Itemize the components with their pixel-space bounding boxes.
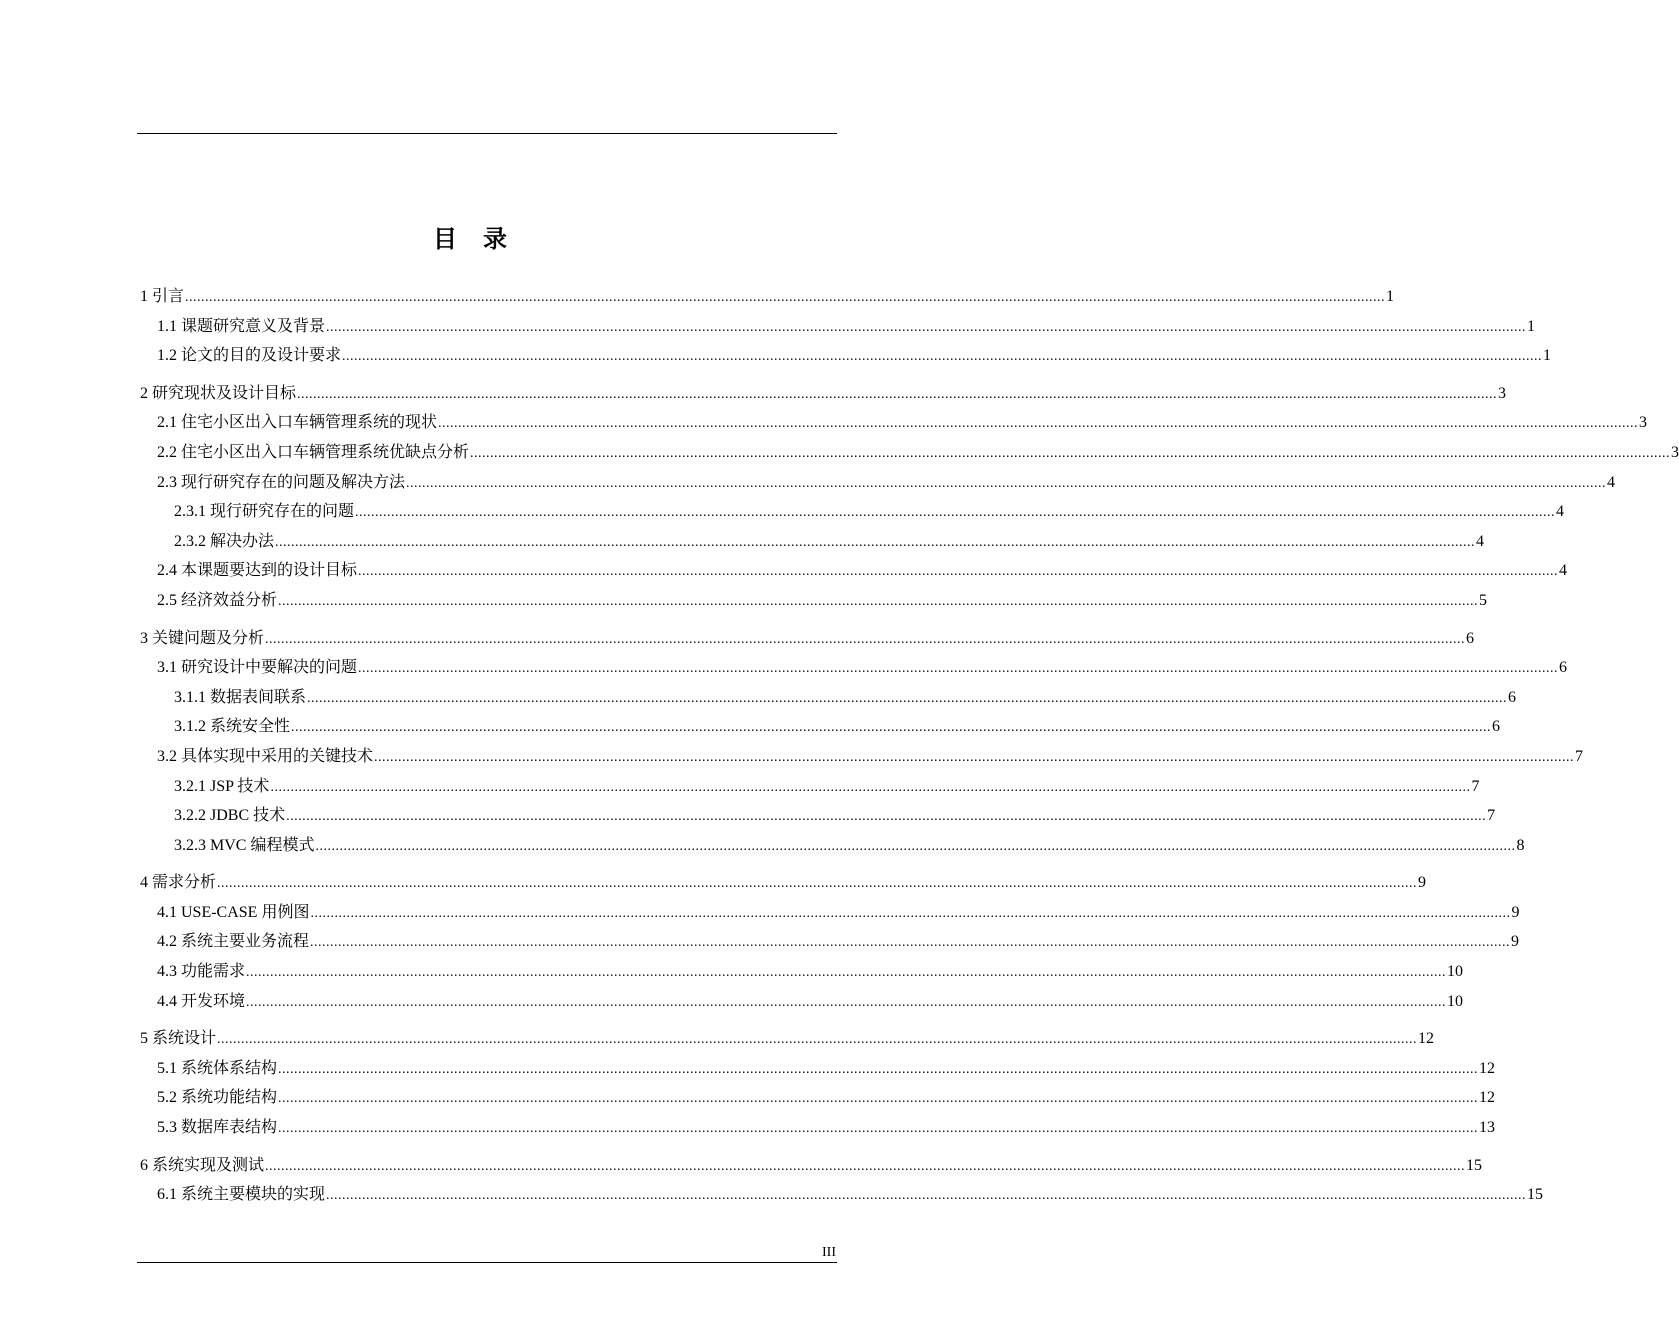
toc-entry-page: 9 (1511, 903, 1520, 921)
toc-dot-leader: ............................................................................................................................................................................................................................................................................................................ (307, 690, 1508, 706)
toc-entry-label: 1.1 课题研究意义及背景 (157, 317, 326, 335)
toc-entry-page: 12 (1418, 1030, 1435, 1048)
toc-group (140, 282, 1552, 371)
toc-group (140, 1151, 1544, 1210)
toc-dot-leader: ............................................................................................................................................................................................................................................................................................................ (217, 876, 1418, 892)
toc-entry[interactable] (140, 1083, 1496, 1113)
toc-entry[interactable] (140, 341, 1552, 371)
toc-entry-page: 15 (1466, 1156, 1483, 1174)
toc-entry[interactable] (140, 1151, 1483, 1181)
toc-dot-leader: ............................................................................................................................................................................................................................................................................................................ (185, 290, 1386, 305)
toc-group (140, 868, 1520, 1016)
toc-dot-leader: ............................................................................................................................................................................................................................................................................................................ (278, 1061, 1479, 1077)
toc-entry[interactable] (140, 468, 1616, 498)
header-rule (137, 133, 837, 134)
toc-entry[interactable] (140, 282, 1395, 312)
toc-entry[interactable] (140, 1024, 1435, 1054)
toc-entry-page: 4 (1559, 562, 1568, 580)
toc-entry[interactable] (140, 831, 1525, 861)
toc-entry-label: 6 系统实现及测试 (140, 1156, 265, 1174)
toc-entry-label: 4.3 功能需求 (157, 963, 246, 981)
toc-entry-label: 3.2 具体实现中采用的关键技术 (157, 747, 374, 765)
toc-dot-leader: ............................................................................................................................................................................................................................................................................................................ (358, 564, 1559, 580)
toc-entry-page: 15 (1527, 1186, 1544, 1204)
toc-entry[interactable] (140, 712, 1501, 742)
toc-entry-page: 10 (1447, 992, 1464, 1010)
toc-dot-leader: ............................................................................................................................................................................................................................................................................................................ (374, 749, 1575, 765)
toc-entry[interactable] (140, 772, 1480, 802)
toc-entry-page: 7 (1471, 777, 1480, 795)
toc-dot-leader: ............................................................................................................................................................................................................................................................................................................ (217, 1032, 1418, 1048)
toc-dot-leader: ............................................................................................................................................................................................................................................................................................................ (297, 386, 1498, 402)
toc-dot-leader: ............................................................................................................................................................................................................................................................................................................ (310, 905, 1511, 921)
toc-dot-leader: ............................................................................................................................................................................................................................................................................................................ (355, 505, 1556, 521)
toc-dot-leader: ............................................................................................................................................................................................................................................................................................................ (270, 779, 1471, 795)
toc-dot-leader: ............................................................................................................................................................................................................................................................................................................ (342, 349, 1543, 365)
toc-entry-label: 1.2 论文的目的及设计要求 (157, 347, 342, 365)
toc-entry[interactable] (140, 556, 1568, 586)
toc-dot-leader: ............................................................................................................................................................................................................................................................................................................ (406, 475, 1607, 491)
toc-entry-label: 1 引言 (140, 288, 185, 305)
toc-entry[interactable] (140, 868, 1427, 898)
toc-entry-label: 5.1 系统体系结构 (157, 1059, 278, 1077)
toc-entry-page: 1 (1386, 288, 1395, 305)
toc-dot-leader: ............................................................................................................................................................................................................................................................................................................ (278, 1121, 1479, 1137)
toc-entry-page: 13 (1479, 1119, 1496, 1137)
toc-entry[interactable] (140, 957, 1464, 987)
toc-entry[interactable] (140, 527, 1485, 557)
toc-entry[interactable] (140, 987, 1464, 1017)
toc-entry-page: 9 (1418, 874, 1427, 892)
toc-entry-label: 2.4 本课题要达到的设计目标 (157, 562, 358, 580)
toc-entry-label: 2.2 住宅小区出入口车辆管理系统优缺点分析 (157, 443, 470, 461)
toc-entry-page: 3 (1671, 443, 1679, 461)
toc-group (140, 624, 1584, 861)
toc-entry[interactable] (140, 312, 1536, 342)
toc-entry-label: 5 系统设计 (140, 1030, 217, 1048)
toc-group (140, 379, 1679, 616)
toc-entry-page: 6 (1559, 659, 1568, 677)
toc-group (140, 1024, 1496, 1142)
toc-dot-leader: ............................................................................................................................................................................................................................................................................................................ (286, 809, 1487, 825)
toc-entry-page: 7 (1575, 747, 1584, 765)
toc-entry-label: 3.2.1 JSP 技术 (174, 777, 270, 795)
toc-entry-page: 5 (1479, 591, 1488, 609)
toc-entry-page: 6 (1466, 629, 1475, 647)
toc-entry-label: 3.2.2 JDBC 技术 (174, 807, 286, 825)
toc-entry-label: 5.2 系统功能结构 (157, 1089, 278, 1107)
toc-dot-leader: ............................................................................................................................................................................................................................................................................................................ (438, 416, 1639, 432)
toc-dot-leader: ............................................................................................................................................................................................................................................................................................................ (265, 631, 1466, 647)
toc-entry-label: 3.2.3 MVC 编程模式 (174, 836, 315, 854)
toc-entry[interactable] (140, 497, 1565, 527)
toc-dot-leader: ............................................................................................................................................................................................................................................................................................................ (310, 935, 1511, 951)
toc-entry[interactable] (140, 1113, 1496, 1143)
toc-entry-label: 4.4 开发环境 (157, 992, 246, 1010)
toc-entry-label: 2.5 经济效益分析 (157, 591, 278, 609)
toc-entry-label: 6.1 系统主要模块的实现 (157, 1186, 326, 1204)
toc-entry-label: 3.1.2 系统安全性 (174, 718, 291, 736)
page-title: 目 录 (433, 227, 517, 253)
toc-dot-leader: ............................................................................................................................................................................................................................................................................................................ (326, 1188, 1527, 1204)
toc-entry[interactable] (140, 379, 1507, 409)
toc-entry-label: 2.1 住宅小区出入口车辆管理系统的现状 (157, 414, 438, 432)
toc-entry-label: 3.1.1 数据表间联系 (174, 688, 307, 706)
toc-dot-leader: ............................................................................................................................................................................................................................................................................................................ (265, 1158, 1466, 1174)
toc-entry[interactable] (140, 742, 1584, 772)
toc-entry-page: 1 (1527, 317, 1536, 335)
toc-entry[interactable] (140, 683, 1517, 713)
toc-entry-label: 4.2 系统主要业务流程 (157, 933, 310, 951)
toc-entry-page: 7 (1487, 807, 1496, 825)
table-of-contents (140, 282, 1679, 1218)
toc-entry-page: 1 (1543, 347, 1552, 365)
toc-dot-leader: ............................................................................................................................................................................................................................................................................................................ (326, 319, 1527, 335)
toc-entry-page: 9 (1511, 933, 1520, 951)
toc-entry-label: 2 研究现状及设计目标 (140, 384, 297, 402)
toc-dot-leader: ............................................................................................................................................................................................................................................................................................................ (246, 965, 1447, 981)
toc-entry-page: 4 (1556, 503, 1565, 521)
toc-entry[interactable] (140, 438, 1679, 468)
footer-page-number: III (822, 1245, 836, 1260)
toc-dot-leader: ............................................................................................................................................................................................................................................................................................................ (278, 593, 1479, 609)
footer-rule (137, 1262, 837, 1263)
toc-dot-leader: ............................................................................................................................................................................................................................................................................................................ (278, 1091, 1479, 1107)
toc-entry-page: 6 (1508, 688, 1517, 706)
toc-entry[interactable] (140, 1054, 1496, 1084)
toc-entry-label: 5.3 数据库表结构 (157, 1119, 278, 1137)
toc-entry-label: 4.1 USE-CASE 用例图 (157, 903, 310, 921)
toc-entry[interactable] (140, 927, 1520, 957)
toc-entry[interactable] (140, 801, 1496, 831)
toc-entry[interactable] (140, 586, 1488, 616)
toc-entry-page: 4 (1607, 473, 1616, 491)
toc-entry-label: 3 关键问题及分析 (140, 629, 265, 647)
toc-entry-page: 3 (1498, 384, 1507, 402)
toc-entry-page: 12 (1479, 1089, 1496, 1107)
toc-entry[interactable] (140, 653, 1568, 683)
toc-entry[interactable] (140, 1180, 1544, 1210)
toc-entry-label: 2.3 现行研究存在的问题及解决方法 (157, 473, 406, 491)
toc-entry-page: 3 (1639, 414, 1648, 432)
toc-entry-page: 6 (1492, 718, 1501, 736)
toc-entry[interactable] (140, 624, 1475, 654)
toc-entry-page: 4 (1476, 532, 1485, 550)
toc-dot-leader: ............................................................................................................................................................................................................................................................................................................ (315, 838, 1516, 854)
toc-dot-leader: ............................................................................................................................................................................................................................................................................................................ (470, 445, 1671, 461)
toc-dot-leader: ............................................................................................................................................................................................................................................................................................................ (358, 661, 1559, 677)
toc-entry[interactable] (140, 408, 1648, 438)
toc-entry-label: 4 需求分析 (140, 874, 217, 892)
toc-entry-label: 3.1 研究设计中要解决的问题 (157, 659, 358, 677)
toc-dot-leader: ............................................................................................................................................................................................................................................................................................................ (291, 720, 1492, 736)
toc-entry-label: 2.3.1 现行研究存在的问题 (174, 503, 355, 521)
toc-entry-page: 10 (1447, 963, 1464, 981)
toc-dot-leader: ............................................................................................................................................................................................................................................................................................................ (246, 994, 1447, 1010)
toc-dot-leader: ............................................................................................................................................................................................................................................................................................................ (275, 534, 1476, 550)
toc-entry[interactable] (140, 898, 1520, 928)
toc-entry-page: 8 (1516, 836, 1525, 854)
toc-entry-page: 12 (1479, 1059, 1496, 1077)
toc-entry-label: 2.3.2 解决办法 (174, 532, 275, 550)
